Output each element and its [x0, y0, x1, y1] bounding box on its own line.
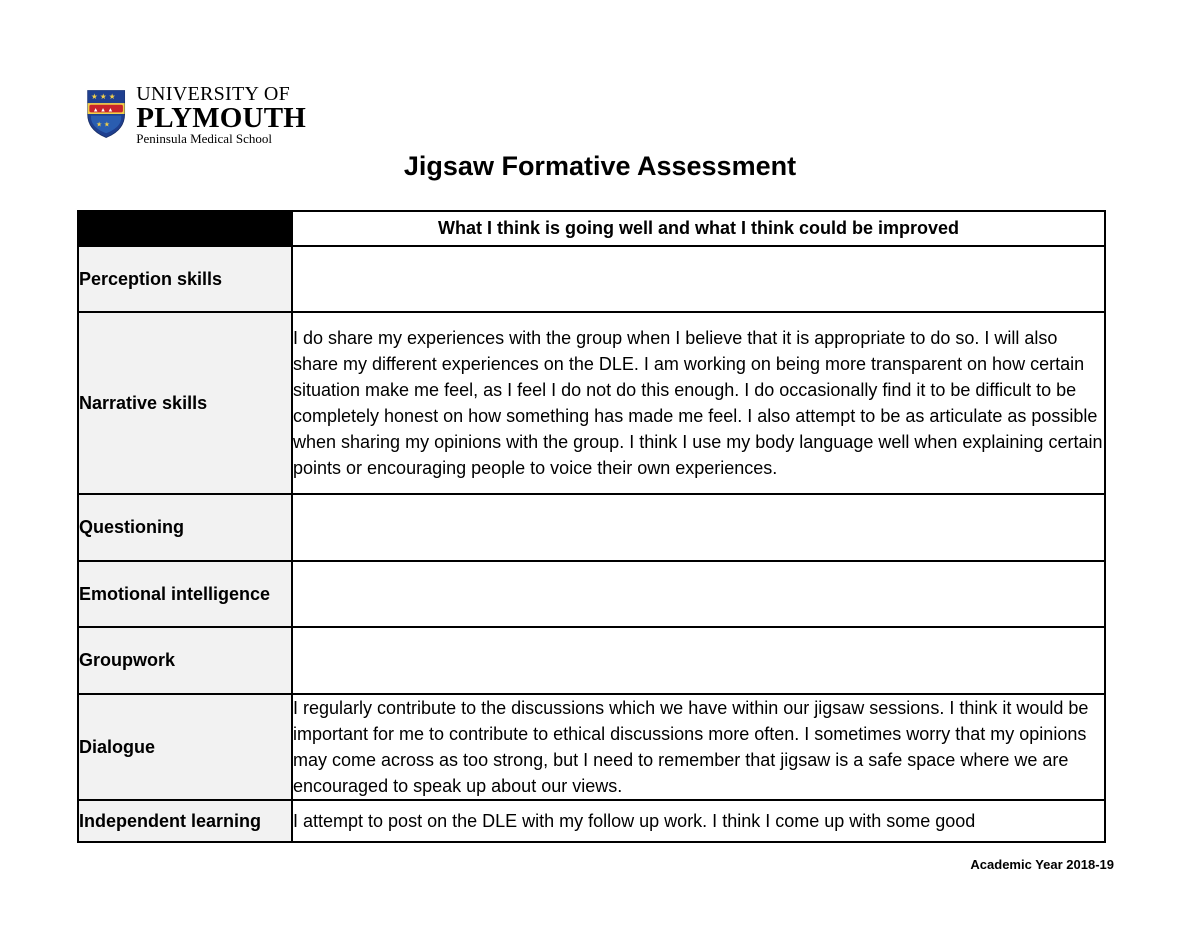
header-cell: What I think is going well and what I think could be improved — [292, 211, 1105, 246]
assessment-table — [77, 210, 1106, 843]
header-blank-cell — [78, 211, 292, 246]
logo-line-3: Peninsula Medical School — [136, 131, 273, 146]
table-row — [78, 246, 1105, 312]
row-label: Independent learning — [78, 800, 292, 842]
table-row — [78, 494, 1105, 561]
row-label: Questioning — [78, 494, 292, 561]
table-row — [78, 800, 1105, 842]
table-row — [78, 627, 1105, 694]
university-logo — [86, 84, 306, 146]
table-row — [78, 561, 1105, 627]
row-content — [292, 494, 1105, 561]
row-content — [292, 246, 1105, 312]
svg-text:▲ ▲ ▲: ▲ ▲ ▲ — [92, 107, 114, 114]
row-content: I do share my experiences with the group when I believe that it is appropriate to do so. I will also share my different experiences on the DLE. I am working on being more transparent on how certain situation make me feel, as I feel I do not do this enough. I do occasionally find it to be difficult to be completely honest on how something has made me feel. I also attempt to be as articulate as possible when sharing my opinions with the group. I think I use my body language well when explaining certain points or encouraging people to voice their own experiences. — [292, 312, 1105, 494]
row-label: Perception skills — [78, 246, 292, 312]
table-row — [78, 694, 1105, 800]
table-row — [78, 312, 1105, 494]
row-content: I attempt to post on the DLE with my follow up work. I think I come up with some good — [292, 800, 1105, 842]
row-content — [292, 627, 1105, 694]
academic-year: Academic Year 2018-19 — [970, 857, 1114, 872]
row-label: Groupwork — [78, 627, 292, 694]
header-row — [78, 211, 1105, 246]
page-title: Jigsaw Formative Assessment — [403, 151, 797, 181]
row-label: Emotional intelligence — [78, 561, 292, 627]
svg-text:★ ★: ★ ★ — [96, 121, 110, 129]
crest-icon — [86, 84, 126, 144]
row-content: I regularly contribute to the discussions which we have within our jigsaw sessions. I think it would be important for me to contribute to ethical discussions more often. I sometimes worry that my opinions may come across as too strong, but I need to remember that jigsaw is a safe space where we are encouraged to speak up about our views. — [292, 694, 1105, 800]
logo-line-2: PLYMOUTH — [136, 102, 306, 134]
row-content — [292, 561, 1105, 627]
row-label: Dialogue — [78, 694, 292, 800]
logo-line-1: UNIVERSITY OF — [136, 83, 290, 105]
row-label: Narrative skills — [78, 312, 292, 494]
svg-text:★ ★ ★: ★ ★ ★ — [91, 91, 116, 101]
